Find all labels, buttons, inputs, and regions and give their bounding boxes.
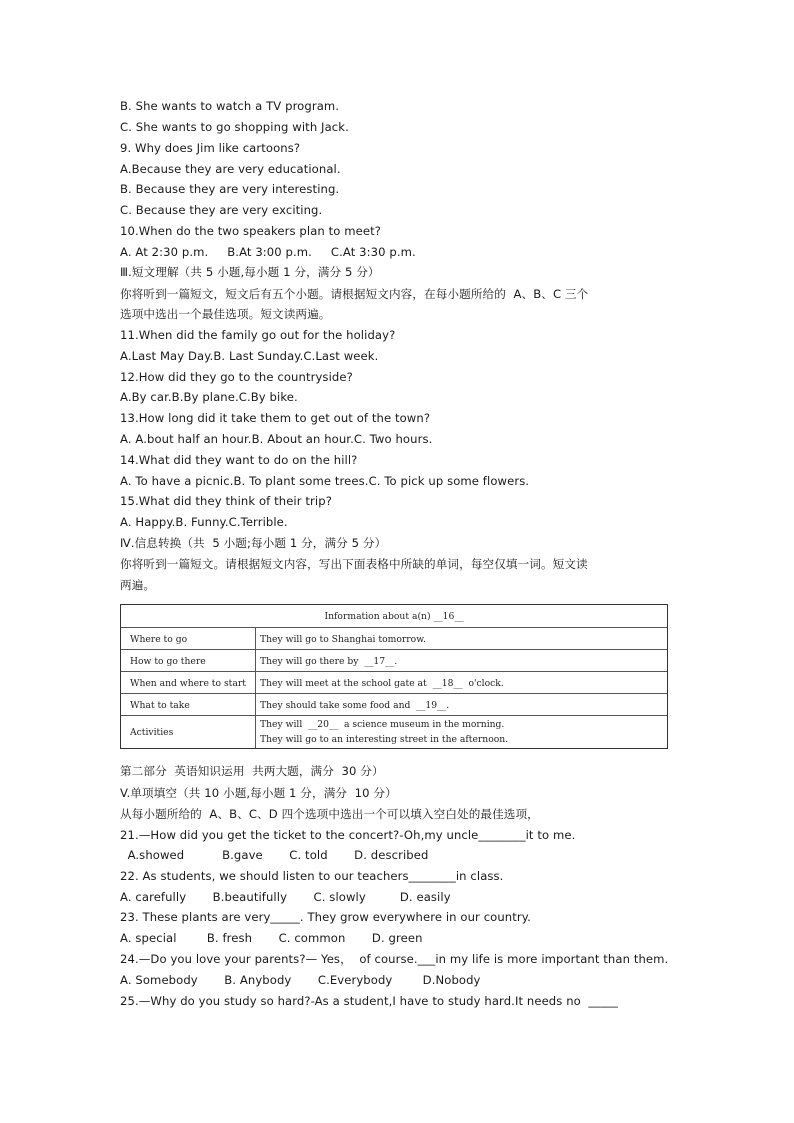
options-23: A. special B. fresh C. common D. green — [120, 931, 423, 945]
text-line: A.Because they are very educational. — [120, 162, 341, 176]
info-table — [120, 604, 668, 749]
text-line: 13.How long did it take them to get out of the town? — [120, 411, 431, 425]
row-label: How to go there — [130, 656, 206, 667]
text-line: 12.How did they go to the countryside? — [120, 370, 353, 384]
row-content: They should take some food and __19__. — [260, 700, 450, 711]
row-content-line2: They will go to an interesting street in the afternoon. — [260, 734, 509, 745]
text-line: A.By car.B.By plane.C.By bike. — [120, 390, 298, 404]
text-line: A. To have a picnic.B. To plant some trees.C. To pick up some flowers. — [120, 474, 530, 488]
text-line: A. A.bout half an hour.B. About an hour.C. Two hours. — [120, 432, 433, 446]
row-content: They will go there by __17__. — [260, 656, 398, 667]
row-label: Activities — [130, 727, 174, 738]
row-content: They will go to Shanghai tomorrow. — [260, 634, 426, 645]
row-label: What to take — [130, 700, 190, 711]
table-row — [121, 627, 667, 650]
row-label: When and where to start — [130, 678, 246, 689]
question-22: 22. As students, we should listen to our teachers________in class. — [120, 869, 504, 883]
text-line: C. Because they are very exciting. — [120, 203, 323, 217]
text-line: A.Last May Day.B. Last Sunday.C.Last week. — [120, 349, 379, 363]
options-24: A. Somebody B. Anybody C.Everybody D.Nobody — [120, 973, 481, 987]
text-line: 你将听到一篇短文，短文后有五个小题。请根据短文内容，在每小题所给的 A、B、C 三个 — [120, 287, 589, 301]
section-heading: Ⅳ.信息转换（共 5 小题;每小题 1 分，满分 5 分） — [120, 536, 387, 550]
question-23: 23. These plants are very_____. They grow everywhere in our country. — [120, 910, 531, 924]
table-row — [121, 671, 667, 694]
question-21: 21.—How did you get the ticket to the concert?-Oh,my uncle________it to me. — [120, 828, 576, 842]
text-line: 10.When do the two speakers plan to meet? — [120, 224, 382, 238]
section-heading: Ⅲ.短文理解（共 5 小题,每小题 1 分，满分 5 分） — [120, 265, 380, 279]
text-line: 你将听到一篇短文。请根据短文内容，写出下面表格中所缺的单词，每空仅填一词。短文读 — [120, 557, 588, 571]
table-row — [121, 693, 667, 716]
table-row — [121, 715, 667, 749]
text-line: 11.When did the family go out for the holiday? — [120, 328, 396, 342]
table-title: Information about a(n) __16__ — [324, 611, 464, 622]
text-line: 两遍。 — [120, 578, 156, 592]
text-line: A. At 2:30 p.m. B.At 3:00 p.m. C.At 3:30 p.m. — [120, 245, 416, 259]
options-22: A. carefully B.beautifully C. slowly D. easily — [120, 890, 451, 904]
row-content: They will meet at the school gate at __18__ o'clock. — [260, 678, 504, 689]
text-line: 14.What did they want to do on the hill? — [120, 453, 358, 467]
question-24: 24.—Do you love your parents?— Yes， of course.___in my life is more important than them. — [120, 952, 669, 966]
text-line: B. Because they are very interesting. — [120, 182, 340, 196]
options-21: A.showed B.gave C. told D. described — [120, 848, 429, 862]
text-line: C. She wants to go shopping with Jack. — [120, 120, 349, 134]
text-line: A. Happy.B. Funny.C.Terrible. — [120, 515, 288, 529]
row-label: Where to go — [130, 634, 188, 645]
text-line: 选项中选出一个最佳选项。短文读两遍。 — [120, 307, 331, 321]
part-heading: 第二部分 英语知识运用 共两大题，满分 30 分） — [120, 764, 384, 778]
table-row — [121, 649, 667, 672]
text-line: 9. Why does Jim like cartoons? — [120, 141, 301, 155]
text-line: 15.What did they think of their trip? — [120, 494, 332, 508]
text-line: 从每小题所给的 A、B、C、D 四个选项中选出一个可以填入空白处的最佳选项， — [120, 807, 539, 821]
question-25: 25.—Why do you study so hard?-As a student,I have to study hard.It needs no _____ — [120, 994, 618, 1008]
section-heading: V.单项填空（共 10 小题,每小题 1 分，满分 10 分） — [120, 786, 397, 800]
row-content: They will __20__ a science museum in the morning. — [260, 719, 505, 730]
text-line: B. She wants to watch a TV program. — [120, 99, 340, 113]
